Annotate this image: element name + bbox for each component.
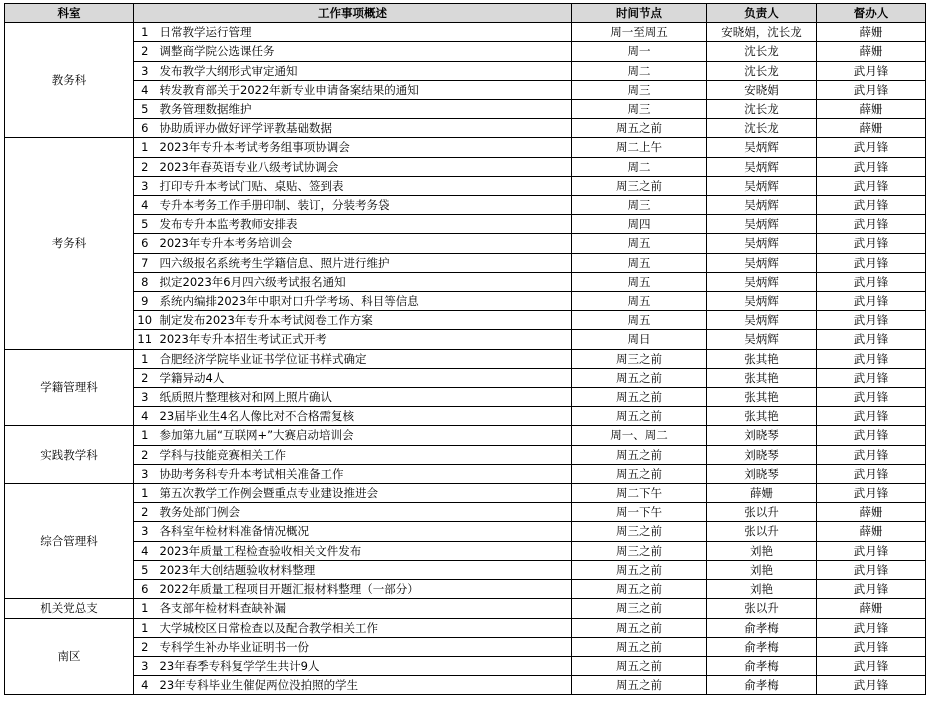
- task-description: 学科与技能竞赛相关工作: [156, 445, 572, 464]
- owner-name: 沈长龙: [707, 42, 817, 61]
- task-description: 调整商学院公选课任务: [156, 42, 572, 61]
- owner-name: 张以升: [707, 599, 817, 618]
- time-node: 周五: [572, 311, 707, 330]
- supervisor-name: 武月锋: [817, 253, 926, 272]
- table-row: [5, 388, 926, 407]
- row-number: 4: [134, 541, 156, 560]
- row-number: 11: [134, 330, 156, 349]
- task-description: 发布教学大纲形式审定通知: [156, 61, 572, 80]
- supervisor-name: 武月锋: [817, 560, 926, 579]
- table-row: [5, 61, 926, 80]
- task-description: 发布专升本监考教师安排表: [156, 215, 572, 234]
- table-row: [5, 176, 926, 195]
- table-row: [5, 272, 926, 291]
- owner-name: 张其艳: [707, 368, 817, 387]
- time-node: 周二: [572, 61, 707, 80]
- supervisor-name: 薛姗: [817, 100, 926, 119]
- table-row: [5, 368, 926, 387]
- supervisor-name: 薛姗: [817, 42, 926, 61]
- row-number: 8: [134, 272, 156, 291]
- supervisor-name: 武月锋: [817, 292, 926, 311]
- table-row: [5, 253, 926, 272]
- row-number: 1: [134, 599, 156, 618]
- table-row: [5, 80, 926, 99]
- supervisor-name: 武月锋: [817, 138, 926, 157]
- row-number: 6: [134, 580, 156, 599]
- table-row: [5, 234, 926, 253]
- dept-cell: 机关党总支: [5, 599, 134, 618]
- time-node: 周二: [572, 157, 707, 176]
- supervisor-name: 武月锋: [817, 176, 926, 195]
- row-number: 1: [134, 23, 156, 42]
- owner-name: 张其艳: [707, 349, 817, 368]
- row-number: 1: [134, 484, 156, 503]
- owner-name: 沈长龙: [707, 61, 817, 80]
- row-number: 7: [134, 253, 156, 272]
- table-row: [5, 311, 926, 330]
- time-node: 周一、周二: [572, 426, 707, 445]
- row-number: 2: [134, 445, 156, 464]
- owner-name: 吴炳辉: [707, 215, 817, 234]
- supervisor-name: 武月锋: [817, 349, 926, 368]
- supervisor-name: 武月锋: [817, 157, 926, 176]
- owner-name: 吴炳辉: [707, 157, 817, 176]
- row-number: 3: [134, 176, 156, 195]
- row-number: 3: [134, 464, 156, 483]
- header-desc: 工作事项概述: [134, 4, 572, 23]
- row-number: 3: [134, 61, 156, 80]
- work-schedule-table: [4, 3, 926, 695]
- row-number: 3: [134, 522, 156, 541]
- time-node: 周三之前: [572, 176, 707, 195]
- table-row: [5, 541, 926, 560]
- table-row: [5, 42, 926, 61]
- owner-name: 吴炳辉: [707, 196, 817, 215]
- table-row: [5, 637, 926, 656]
- task-description: 23届毕业生4名人像比对不合格需复核: [156, 407, 572, 426]
- owner-name: 刘晓琴: [707, 426, 817, 445]
- owner-name: 张以升: [707, 522, 817, 541]
- table-row: [5, 100, 926, 119]
- task-description: 2023年大创结题验收材料整理: [156, 560, 572, 579]
- supervisor-name: 武月锋: [817, 61, 926, 80]
- table-row: [5, 157, 926, 176]
- task-description: 23年专科毕业生催促两位没拍照的学生: [156, 676, 572, 695]
- row-number: 2: [134, 42, 156, 61]
- task-description: 大学城校区日常检查以及配合教学相关工作: [156, 618, 572, 637]
- task-description: 教务管理数据维护: [156, 100, 572, 119]
- owner-name: 安晓娟: [707, 80, 817, 99]
- supervisor-name: 武月锋: [817, 234, 926, 253]
- owner-name: 薛姗: [707, 484, 817, 503]
- owner-name: 俞孝梅: [707, 637, 817, 656]
- owner-name: 俞孝梅: [707, 656, 817, 675]
- table-row: [5, 676, 926, 695]
- time-node: 周五之前: [572, 445, 707, 464]
- time-node: 周三之前: [572, 541, 707, 560]
- time-node: 周五之前: [572, 656, 707, 675]
- supervisor-name: 武月锋: [817, 330, 926, 349]
- time-node: 周一: [572, 42, 707, 61]
- supervisor-name: 武月锋: [817, 368, 926, 387]
- owner-name: 沈长龙: [707, 119, 817, 138]
- dept-cell: 教务科: [5, 23, 134, 138]
- task-description: 各科室年检材料准备情况概况: [156, 522, 572, 541]
- table-row: [5, 215, 926, 234]
- supervisor-name: 武月锋: [817, 215, 926, 234]
- task-description: 参加第九届“互联网+”大赛启动培训会: [156, 426, 572, 445]
- supervisor-name: 武月锋: [817, 196, 926, 215]
- task-description: 协助考务科专升本考试相关准备工作: [156, 464, 572, 483]
- task-description: 2023年专升本考务培训会: [156, 234, 572, 253]
- header-time: 时间节点: [572, 4, 707, 23]
- row-number: 6: [134, 234, 156, 253]
- time-node: 周四: [572, 215, 707, 234]
- owner-name: 刘艳: [707, 541, 817, 560]
- time-node: 周三: [572, 196, 707, 215]
- table-row: [5, 196, 926, 215]
- supervisor-name: 薛姗: [817, 23, 926, 42]
- table-row: [5, 23, 926, 42]
- task-description: 纸质照片整理核对和网上照片确认: [156, 388, 572, 407]
- row-number: 2: [134, 157, 156, 176]
- task-description: 各支部年检材料查缺补漏: [156, 599, 572, 618]
- time-node: 周三之前: [572, 522, 707, 541]
- owner-name: 刘艳: [707, 580, 817, 599]
- supervisor-name: 武月锋: [817, 484, 926, 503]
- row-number: 4: [134, 80, 156, 99]
- time-node: 周五之前: [572, 637, 707, 656]
- table-row: [5, 656, 926, 675]
- supervisor-name: 武月锋: [817, 272, 926, 291]
- time-node: 周一下午: [572, 503, 707, 522]
- task-description: 转发教育部关于2022年新专业申请备案结果的通知: [156, 80, 572, 99]
- supervisor-name: 武月锋: [817, 445, 926, 464]
- row-number: 10: [134, 311, 156, 330]
- table-row: [5, 599, 926, 618]
- task-description: 学籍异动4人: [156, 368, 572, 387]
- table-row: [5, 618, 926, 637]
- row-number: 1: [134, 138, 156, 157]
- task-description: 四六级报名系统考生学籍信息、照片进行维护: [156, 253, 572, 272]
- time-node: 周二上午: [572, 138, 707, 157]
- table-row: [5, 560, 926, 579]
- table-row: [5, 138, 926, 157]
- supervisor-name: 武月锋: [817, 388, 926, 407]
- supervisor-name: 武月锋: [817, 656, 926, 675]
- owner-name: 张其艳: [707, 388, 817, 407]
- dept-cell: 学籍管理科: [5, 349, 134, 426]
- table-row: [5, 580, 926, 599]
- dept-cell: 考务科: [5, 138, 134, 349]
- time-node: 周五之前: [572, 618, 707, 637]
- row-number: 6: [134, 119, 156, 138]
- time-node: 周三之前: [572, 349, 707, 368]
- time-node: 周五: [572, 253, 707, 272]
- time-node: 周五之前: [572, 368, 707, 387]
- header-dept: 科室: [5, 4, 134, 23]
- owner-name: 张其艳: [707, 407, 817, 426]
- owner-name: 吴炳辉: [707, 311, 817, 330]
- table-row: [5, 445, 926, 464]
- task-description: 2023年春英语专业八级考试协调会: [156, 157, 572, 176]
- dept-cell: 实践教学科: [5, 426, 134, 484]
- time-node: 周五之前: [572, 388, 707, 407]
- owner-name: 吴炳辉: [707, 234, 817, 253]
- supervisor-name: 薛姗: [817, 503, 926, 522]
- row-number: 4: [134, 676, 156, 695]
- task-description: 第五次教学工作例会暨重点专业建设推进会: [156, 484, 572, 503]
- dept-cell: 南区: [5, 618, 134, 695]
- task-description: 制定发布2023年专升本考试阅卷工作方案: [156, 311, 572, 330]
- task-description: 协助质评办做好评学评教基础数据: [156, 119, 572, 138]
- supervisor-name: 薛姗: [817, 522, 926, 541]
- table-row: [5, 522, 926, 541]
- task-description: 2023年质量工程检查验收相关文件发布: [156, 541, 572, 560]
- row-number: 1: [134, 426, 156, 445]
- owner-name: 俞孝梅: [707, 618, 817, 637]
- supervisor-name: 武月锋: [817, 676, 926, 695]
- owner-name: 吴炳辉: [707, 138, 817, 157]
- time-node: 周日: [572, 330, 707, 349]
- row-number: 3: [134, 388, 156, 407]
- owner-name: 安晓娟，沈长龙: [707, 23, 817, 42]
- supervisor-name: 武月锋: [817, 637, 926, 656]
- supervisor-name: 武月锋: [817, 311, 926, 330]
- time-node: 周五之前: [572, 464, 707, 483]
- header-row: [5, 4, 926, 23]
- table-row: [5, 484, 926, 503]
- time-node: 周二下午: [572, 484, 707, 503]
- time-node: 周五之前: [572, 560, 707, 579]
- supervisor-name: 薛姗: [817, 119, 926, 138]
- row-number: 4: [134, 196, 156, 215]
- time-node: 周五之前: [572, 676, 707, 695]
- task-description: 系统内编排2023年中职对口升学考场、科目等信息: [156, 292, 572, 311]
- table-row: [5, 292, 926, 311]
- time-node: 周五: [572, 292, 707, 311]
- supervisor-name: 武月锋: [817, 618, 926, 637]
- table-row: [5, 330, 926, 349]
- table-row: [5, 426, 926, 445]
- time-node: 周五之前: [572, 119, 707, 138]
- supervisor-name: 武月锋: [817, 426, 926, 445]
- task-description: 专科学生补办毕业证明书一份: [156, 637, 572, 656]
- supervisor-name: 武月锋: [817, 464, 926, 483]
- owner-name: 吴炳辉: [707, 272, 817, 291]
- time-node: 周五之前: [572, 580, 707, 599]
- time-node: 周五: [572, 234, 707, 253]
- table-body: [5, 23, 926, 695]
- task-description: 打印专升本考试门贴、桌贴、签到表: [156, 176, 572, 195]
- table-row: [5, 349, 926, 368]
- header-supervisor: 督办人: [817, 4, 926, 23]
- owner-name: 吴炳辉: [707, 253, 817, 272]
- row-number: 2: [134, 368, 156, 387]
- task-description: 2023年专升本考试考务组事项协调会: [156, 138, 572, 157]
- task-description: 2023年专升本招生考试正式开考: [156, 330, 572, 349]
- task-description: 拟定2023年6月四六级考试报名通知: [156, 272, 572, 291]
- owner-name: 吴炳辉: [707, 176, 817, 195]
- row-number: 9: [134, 292, 156, 311]
- owner-name: 吴炳辉: [707, 292, 817, 311]
- time-node: 周一至周五: [572, 23, 707, 42]
- time-node: 周三: [572, 80, 707, 99]
- table-row: [5, 503, 926, 522]
- supervisor-name: 武月锋: [817, 541, 926, 560]
- owner-name: 刘晓琴: [707, 464, 817, 483]
- header-owner: 负责人: [707, 4, 817, 23]
- table-row: [5, 464, 926, 483]
- table-row: [5, 407, 926, 426]
- task-description: 教务处部门例会: [156, 503, 572, 522]
- supervisor-name: 薛姗: [817, 599, 926, 618]
- row-number: 5: [134, 100, 156, 119]
- row-number: 1: [134, 618, 156, 637]
- row-number: 5: [134, 215, 156, 234]
- owner-name: 张以升: [707, 503, 817, 522]
- time-node: 周三: [572, 100, 707, 119]
- task-description: 日常教学运行管理: [156, 23, 572, 42]
- row-number: 5: [134, 560, 156, 579]
- dept-cell: 综合管理科: [5, 484, 134, 599]
- row-number: 1: [134, 349, 156, 368]
- task-description: 专升本考务工作手册印制、装订，分装考务袋: [156, 196, 572, 215]
- owner-name: 刘艳: [707, 560, 817, 579]
- time-node: 周五之前: [572, 407, 707, 426]
- row-number: 4: [134, 407, 156, 426]
- task-description: 2022年质量工程项目开题汇报材料整理（一部分）: [156, 580, 572, 599]
- row-number: 3: [134, 656, 156, 675]
- owner-name: 沈长龙: [707, 100, 817, 119]
- table-row: [5, 119, 926, 138]
- owner-name: 刘晓琴: [707, 445, 817, 464]
- task-description: 合肥经济学院毕业证书学位证书样式确定: [156, 349, 572, 368]
- task-description: 23年春季专科复学学生共计9人: [156, 656, 572, 675]
- supervisor-name: 武月锋: [817, 580, 926, 599]
- time-node: 周五: [572, 272, 707, 291]
- supervisor-name: 武月锋: [817, 80, 926, 99]
- row-number: 2: [134, 637, 156, 656]
- time-node: 周三之前: [572, 599, 707, 618]
- owner-name: 俞孝梅: [707, 676, 817, 695]
- row-number: 2: [134, 503, 156, 522]
- owner-name: 吴炳辉: [707, 330, 817, 349]
- supervisor-name: 武月锋: [817, 407, 926, 426]
